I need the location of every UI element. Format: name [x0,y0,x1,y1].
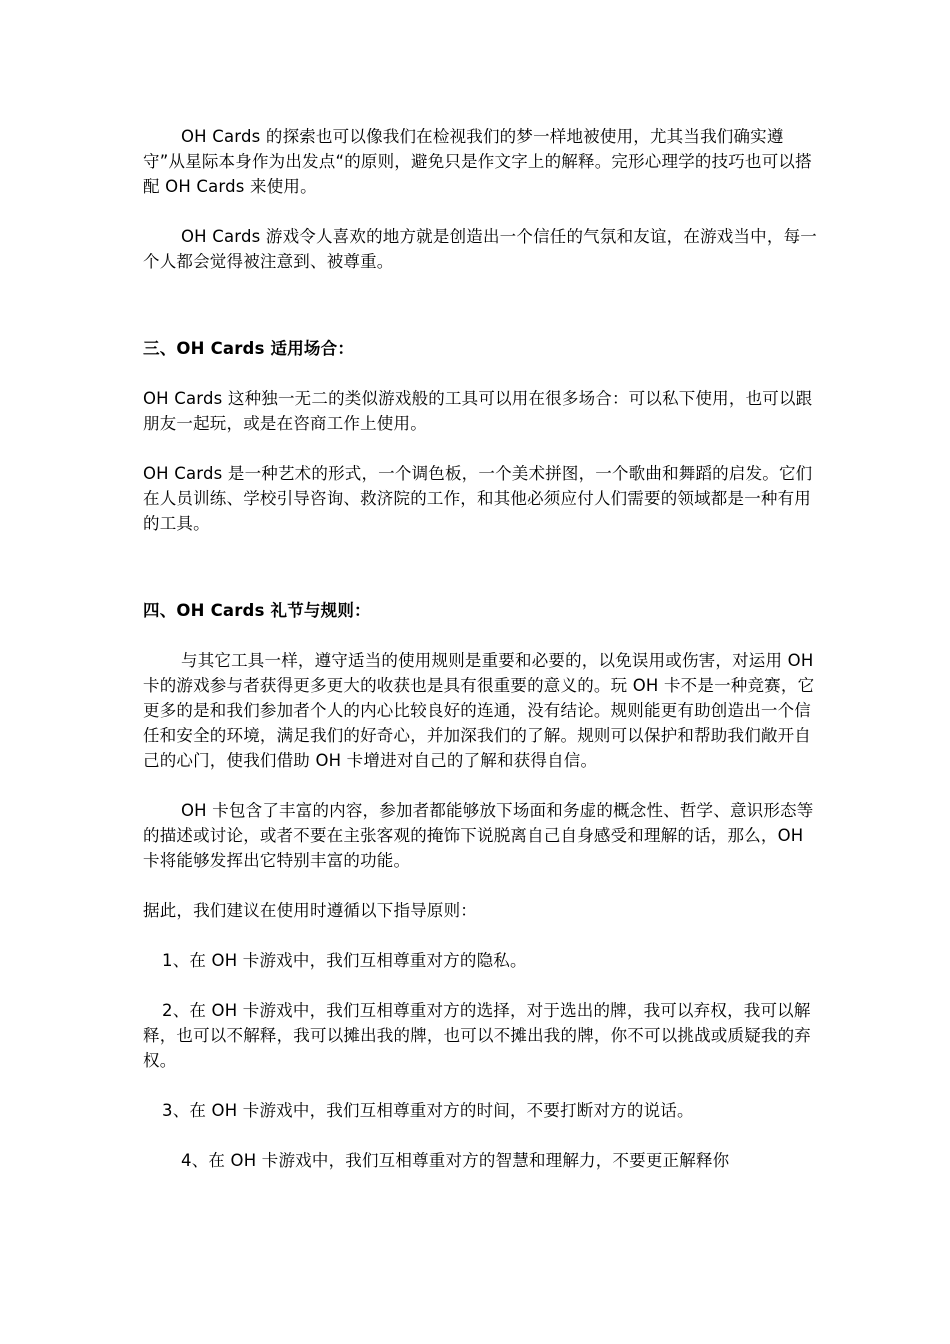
paragraph-dream-exploration: OH Cards 的探索也可以像我们在检视我们的梦一样地被使用，尤其当我们确实遵守”从星际本身作为出发点“的原则，避免只是作文字上的解释。完形心理学的技巧也可以搭配 OH Cards 来使用。 [143,127,812,196]
section-4-paragraph-2: OH 卡包含了丰富的内容，参加者都能够放下场面和务虚的概念性、哲学、意识形态等的描述或讨论，或者不要在主张客观的掩饰下说脱离自己自身感受和理解的话，那么，OH 卡将能够发挥出它特别丰富的功能。 [143,801,814,870]
section-3-paragraph-2: OH Cards 是一种艺术的形式，一个调色板，一个美术拼图，一个歌曲和舞蹈的启发。它们在人员训练、学校引导咨询、救济院的工作，和其他必须应付人们需要的领域都是一种有用的工具。 [143,464,813,533]
paragraph-trust-atmosphere: OH Cards 游戏令人喜欢的地方就是创造出一个信任的气氛和友谊，在游戏当中，每一个人都会觉得被注意到、被尊重。 [143,227,817,271]
rule-item: 1、在 OH 卡游戏中，我们互相尊重对方的隐私。 [162,951,527,970]
rule-item: 2、在 OH 卡游戏中，我们互相尊重对方的选择，对于选出的牌，我可以弃权，我可以解释，也可以不解释，我可以摊出我的牌，也可以不摊出我的牌，你不可以挑战或质疑我的弃权。 [143,1001,811,1070]
section-3-paragraph-1: OH Cards 这种独一无二的类似游戏般的工具可以用在很多场合：可以私下使用，也可以跟朋友一起玩，或是在咨商工作上使用。 [143,389,813,433]
section-4-paragraph-1: 与其它工具一样，遵守适当的使用规则是重要和必要的，以免误用或伤害，对运用 OH 卡的游戏参与者获得更多更大的收获也是具有很重要的意义的。玩 OH 卡不是一种竞赛，它更多的是和我们参加者个人的内心比较良好的连通，没有结论。规则能更有助创造出一个信任和安全的环境，满足我们的好奇心，并加深我们的了解。规则可以保护和帮助我们敞开自己的心门，使我们借助 OH 卡增进对自己的了解和获得自信。 [143,651,815,770]
section-4-heading: 四、OH Cards 礼节与规则： [143,601,371,620]
section-3-heading: 三、OH Cards 适用场合： [143,339,355,358]
document-body [143,124,823,1173]
rule-item: 3、在 OH 卡游戏中，我们互相尊重对方的时间，不要打断对方的说话。 [162,1101,694,1120]
rule-item: 4、在 OH 卡游戏中，我们互相尊重对方的智慧和理解力，不要更正解释你 [181,1151,730,1170]
section-4-paragraph-3: 据此，我们建议在使用时遵循以下指导原则： [143,901,477,920]
